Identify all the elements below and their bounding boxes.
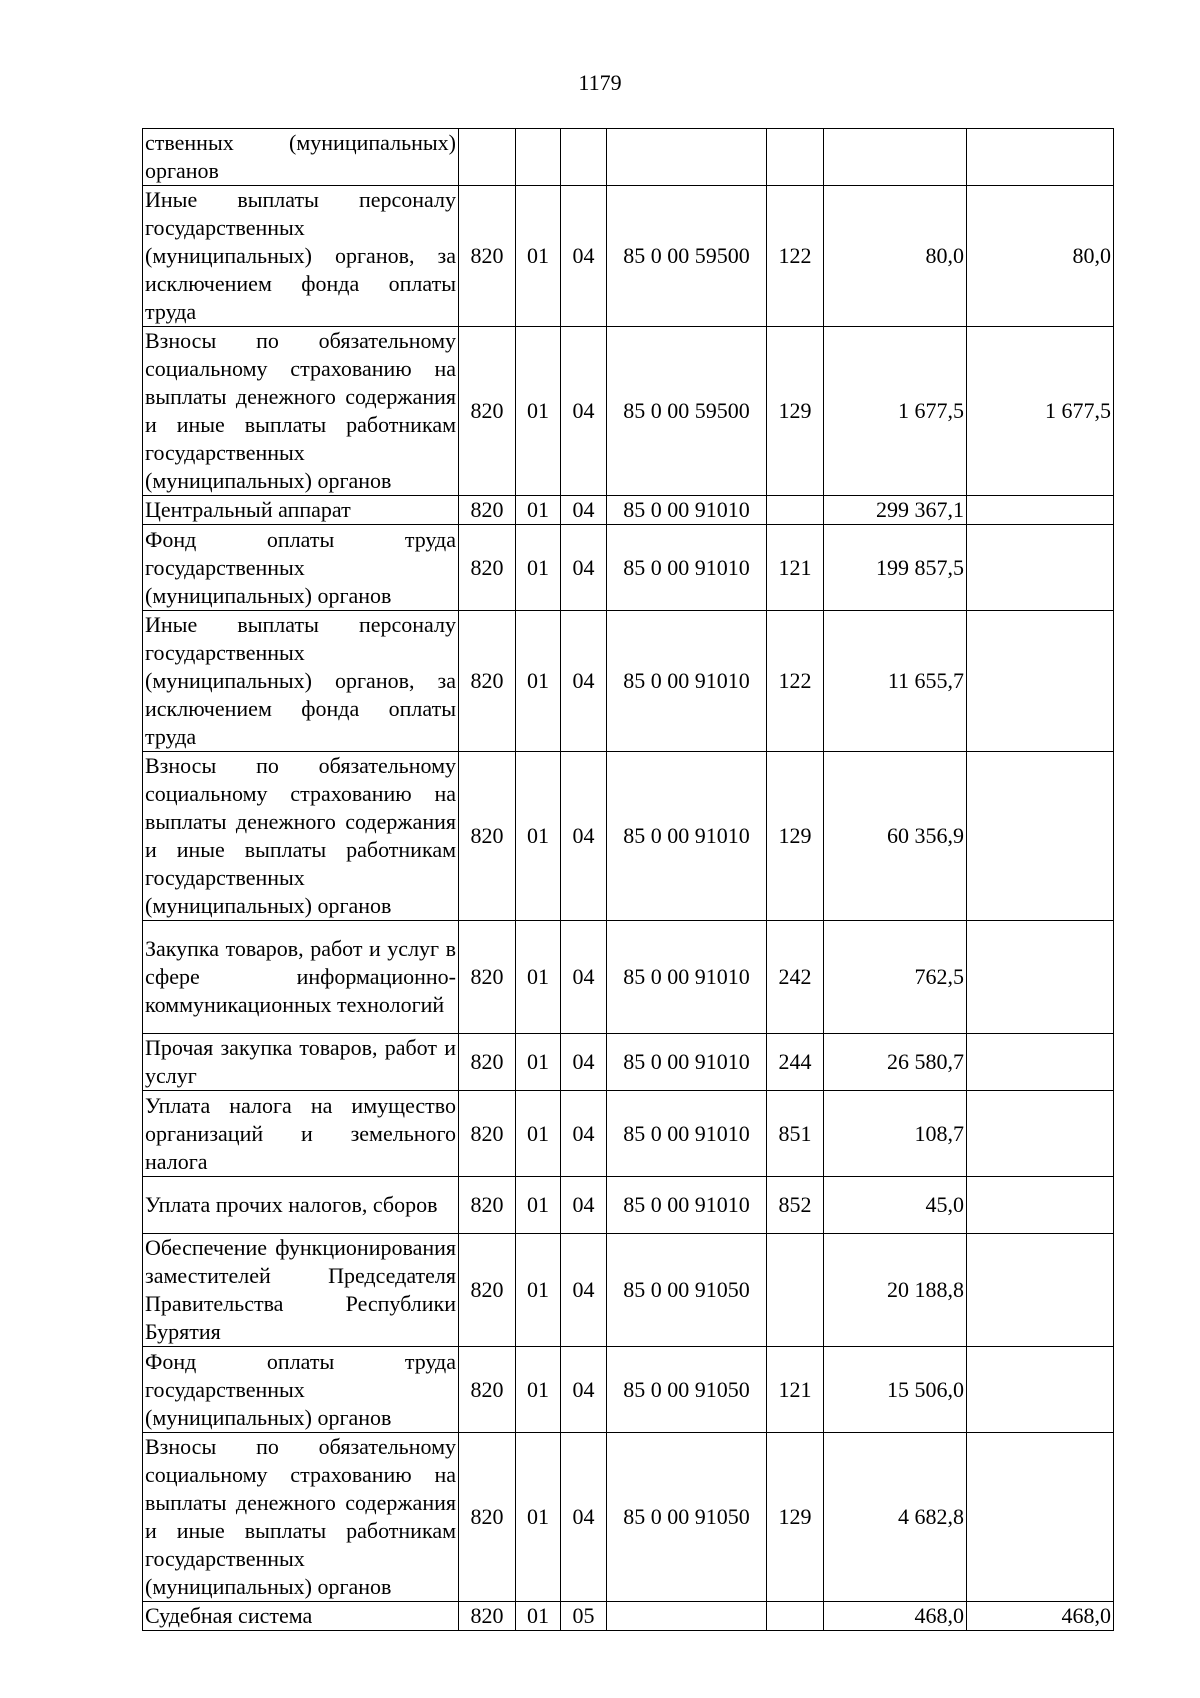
amount-secondary [967,1091,1114,1177]
item-name: Взносы по обязательному социальному страхованию на выплаты денежного содержания и иные выплаты работникам государственных (муниципальных) органов [143,327,459,496]
section-code: 01 [516,525,561,611]
target-article-code: 85 0 00 91010 [607,525,767,611]
table-body [143,129,1114,1631]
item-name: Фонд оплаты труда государственных (муниципальных) органов [143,525,459,611]
section-code: 01 [516,1234,561,1347]
ministry-code: 820 [459,496,516,525]
target-article-code: 85 0 00 91010 [607,752,767,921]
ministry-code: 820 [459,1234,516,1347]
item-name: Фонд оплаты труда государственных (муниципальных) органов [143,1347,459,1433]
target-article-code: 85 0 00 59500 [607,327,767,496]
amount-secondary [967,921,1114,1034]
subsection-code: 04 [561,752,607,921]
ministry-code: 820 [459,921,516,1034]
subsection-code [561,129,607,186]
table-row [143,496,1114,525]
item-name: Судебная система [143,1602,459,1631]
amount-secondary [967,1347,1114,1433]
expense-type-code: 122 [767,186,824,327]
table-row [143,611,1114,752]
amount-secondary: 80,0 [967,186,1114,327]
ministry-code: 820 [459,525,516,611]
target-article-code: 85 0 00 91010 [607,611,767,752]
expense-type-code [767,496,824,525]
subsection-code: 04 [561,1234,607,1347]
table-row [143,525,1114,611]
section-code: 01 [516,327,561,496]
expense-type-code [767,129,824,186]
ministry-code: 820 [459,1177,516,1234]
item-name: Иные выплаты персоналу государственных (муниципальных) органов, за исключением фонда оплаты труда [143,186,459,327]
target-article-code: 85 0 00 91010 [607,496,767,525]
table-row [143,129,1114,186]
amount-secondary: 1 677,5 [967,327,1114,496]
amount: 762,5 [824,921,967,1034]
subsection-code: 04 [561,186,607,327]
expense-type-code: 851 [767,1091,824,1177]
section-code: 01 [516,1091,561,1177]
subsection-code: 05 [561,1602,607,1631]
section-code: 01 [516,186,561,327]
amount-secondary [967,1433,1114,1602]
expense-type-code: 242 [767,921,824,1034]
expense-type-code: 121 [767,1347,824,1433]
table-row [143,1347,1114,1433]
item-name: Уплата налога на имущество организаций и земельного налога [143,1091,459,1177]
item-name: Иные выплаты персоналу государственных (муниципальных) органов, за исключением фонда оплаты труда [143,611,459,752]
expense-type-code: 129 [767,1433,824,1602]
item-name: ственных (муниципальных) органов [143,129,459,186]
item-name: Взносы по обязательному социальному страхованию на выплаты денежного содержания и иные выплаты работникам государственных (муниципальных) органов [143,752,459,921]
table-row [143,1602,1114,1631]
subsection-code: 04 [561,496,607,525]
target-article-code: 85 0 00 91050 [607,1234,767,1347]
amount: 108,7 [824,1091,967,1177]
expense-type-code: 244 [767,1034,824,1091]
section-code: 01 [516,1602,561,1631]
section-code: 01 [516,611,561,752]
subsection-code: 04 [561,1091,607,1177]
subsection-code: 04 [561,921,607,1034]
subsection-code: 04 [561,1433,607,1602]
subsection-code: 04 [561,327,607,496]
ministry-code: 820 [459,1602,516,1631]
section-code: 01 [516,496,561,525]
ministry-code: 820 [459,186,516,327]
amount-secondary [967,1177,1114,1234]
amount: 4 682,8 [824,1433,967,1602]
amount [824,129,967,186]
target-article-code: 85 0 00 91010 [607,1091,767,1177]
subsection-code: 04 [561,611,607,752]
page-number: 1179 [578,70,622,95]
target-article-code: 85 0 00 91050 [607,1433,767,1602]
section-code: 01 [516,921,561,1034]
expense-type-code: 121 [767,525,824,611]
amount: 299 367,1 [824,496,967,525]
amount-secondary [967,525,1114,611]
target-article-code: 85 0 00 91050 [607,1347,767,1433]
table-row [143,752,1114,921]
ministry-code: 820 [459,1347,516,1433]
budget-table [142,128,1114,1631]
subsection-code: 04 [561,1177,607,1234]
amount: 1 677,5 [824,327,967,496]
amount-secondary [967,496,1114,525]
amount-secondary [967,1034,1114,1091]
amount: 60 356,9 [824,752,967,921]
amount: 45,0 [824,1177,967,1234]
table-row [143,1091,1114,1177]
table-row [143,1034,1114,1091]
item-name: Взносы по обязательному социальному страхованию на выплаты денежного содержания и иные выплаты работникам государственных (муниципальных) органов [143,1433,459,1602]
expense-type-code [767,1234,824,1347]
target-article-code: 85 0 00 59500 [607,186,767,327]
section-code: 01 [516,752,561,921]
amount: 20 188,8 [824,1234,967,1347]
item-name: Обеспечение функционирования заместителей Председателя Правительства Республики Бурятия [143,1234,459,1347]
amount: 80,0 [824,186,967,327]
subsection-code: 04 [561,1347,607,1433]
subsection-code: 04 [561,525,607,611]
table-row [143,1234,1114,1347]
expense-type-code [767,1602,824,1631]
item-name: Центральный аппарат [143,496,459,525]
amount-secondary [967,129,1114,186]
amount: 11 655,7 [824,611,967,752]
amount: 468,0 [824,1602,967,1631]
item-name: Уплата прочих налогов, сборов [143,1177,459,1234]
item-name: Закупка товаров, работ и услуг в сфере информационно-коммуникационных технологий [143,921,459,1034]
ministry-code: 820 [459,1091,516,1177]
target-article-code [607,1602,767,1631]
section-code: 01 [516,1433,561,1602]
amount: 26 580,7 [824,1034,967,1091]
section-code [516,129,561,186]
table-row [143,921,1114,1034]
table-row [143,1433,1114,1602]
amount-secondary: 468,0 [967,1602,1114,1631]
ministry-code: 820 [459,1433,516,1602]
table-row [143,327,1114,496]
section-code: 01 [516,1177,561,1234]
table-row [143,186,1114,327]
target-article-code: 85 0 00 91010 [607,1034,767,1091]
ministry-code: 820 [459,611,516,752]
ministry-code: 820 [459,752,516,921]
target-article-code [607,129,767,186]
section-code: 01 [516,1034,561,1091]
ministry-code: 820 [459,327,516,496]
ministry-code [459,129,516,186]
table-row [143,1177,1114,1234]
subsection-code: 04 [561,1034,607,1091]
expense-type-code: 129 [767,752,824,921]
amount: 199 857,5 [824,525,967,611]
expense-type-code: 129 [767,327,824,496]
expense-type-code: 852 [767,1177,824,1234]
amount-secondary [967,611,1114,752]
amount: 15 506,0 [824,1347,967,1433]
expense-type-code: 122 [767,611,824,752]
section-code: 01 [516,1347,561,1433]
item-name: Прочая закупка товаров, работ и услуг [143,1034,459,1091]
target-article-code: 85 0 00 91010 [607,1177,767,1234]
ministry-code: 820 [459,1034,516,1091]
target-article-code: 85 0 00 91010 [607,921,767,1034]
amount-secondary [967,1234,1114,1347]
amount-secondary [967,752,1114,921]
